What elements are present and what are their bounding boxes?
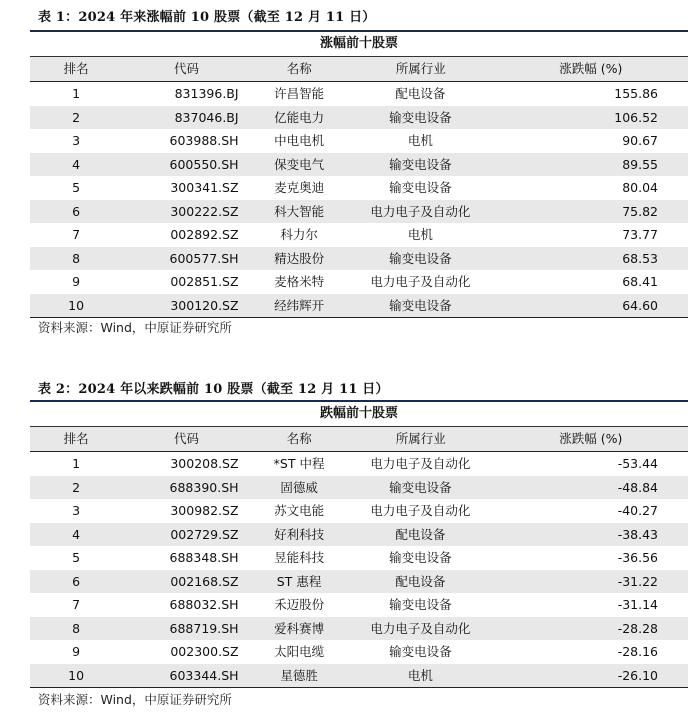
cell-rank: 1 <box>72 86 81 101</box>
cell-name: 中电电机 <box>274 133 325 148</box>
cell-change: -40.27 <box>617 503 658 518</box>
cell-name: 固德威 <box>280 479 318 495</box>
cell-change: 90.67 <box>622 133 658 148</box>
table2-header <box>30 427 688 452</box>
cell-rank: 2 <box>72 109 81 125</box>
header-industry: 所属行业 <box>395 61 446 76</box>
cell-code: 300120.SZ <box>170 297 239 313</box>
cell-rank: 4 <box>72 156 81 172</box>
cell-code: 002892.SZ <box>170 227 239 242</box>
cell-name: 苏文电能 <box>274 503 325 518</box>
cell-industry: 输变电设备 <box>389 597 452 612</box>
cell-rank: 6 <box>72 203 81 219</box>
cell-code: 831396.BJ <box>174 86 239 101</box>
table1-source: 资料来源：Wind，中原证券研究所 <box>38 320 232 335</box>
header-change: 涨跌幅 (%) <box>559 431 623 446</box>
cell-change: -53.44 <box>617 456 658 471</box>
table2-banner: 跌幅前十股票 <box>30 400 688 427</box>
cell-industry: 电力电子及自动化 <box>370 456 471 471</box>
cell-change: 89.55 <box>622 156 658 172</box>
cell-code: 837046.BJ <box>174 109 239 125</box>
cell-change: 155.86 <box>614 86 658 101</box>
table-row <box>30 247 688 271</box>
cell-code: 300341.SZ <box>170 180 239 195</box>
cell-name: 禾迈股份 <box>274 597 325 612</box>
cell-code: 300208.SZ <box>170 456 239 471</box>
cell-change: -28.16 <box>617 644 658 659</box>
cell-name: 经纬辉开 <box>274 297 325 313</box>
cell-change: -28.28 <box>617 620 658 636</box>
header-rank: 排名 <box>63 61 89 76</box>
cell-industry: 输变电设备 <box>389 479 452 495</box>
cell-name: 麦格米特 <box>274 274 325 289</box>
table-row <box>30 106 688 130</box>
cell-change: 75.82 <box>622 203 658 219</box>
cell-code: 688032.SH <box>169 597 239 612</box>
cell-name: 爱科赛博 <box>274 620 325 636</box>
cell-industry: 电力电子及自动化 <box>370 503 471 518</box>
cell-change: -38.43 <box>617 526 658 542</box>
cell-code: 002168.SZ <box>170 573 239 589</box>
cell-industry: 配电设备 <box>395 526 446 542</box>
cell-rank: 3 <box>72 133 81 148</box>
cell-rank: 10 <box>68 297 85 313</box>
header-name: 名称 <box>286 61 312 76</box>
cell-name: 太阳电缆 <box>274 644 325 659</box>
cell-rank: 5 <box>72 550 81 565</box>
cell-change: -26.10 <box>617 667 658 683</box>
table-row <box>30 452 688 476</box>
table-row <box>30 176 688 200</box>
cell-change: -31.14 <box>617 597 658 612</box>
table-row <box>30 129 688 153</box>
table2-body <box>30 452 688 688</box>
cell-code: 688390.SH <box>169 479 239 495</box>
cell-name: 科力尔 <box>280 227 318 242</box>
header-code: 代码 <box>173 431 199 446</box>
table1 <box>30 30 688 318</box>
cell-rank: 1 <box>72 456 81 471</box>
cell-change: 73.77 <box>622 227 658 242</box>
cell-change: 106.52 <box>614 109 658 125</box>
header-change: 涨跌幅 (%) <box>559 61 623 76</box>
cell-industry: 电力电子及自动化 <box>370 620 471 636</box>
cell-change: -48.84 <box>617 479 658 495</box>
header-name: 名称 <box>286 431 312 446</box>
cell-industry: 电机 <box>407 667 433 683</box>
table-row <box>30 200 688 224</box>
cell-industry: 输变电设备 <box>389 156 452 172</box>
cell-industry: 电力电子及自动化 <box>370 274 471 289</box>
cell-name: 许昌智能 <box>274 86 325 101</box>
table-row <box>30 223 688 247</box>
cell-rank: 4 <box>72 526 81 542</box>
cell-code: 600577.SH <box>169 250 239 266</box>
table2-caption: 表 2：2024 年以来跌幅前 10 股票（截至 12 月 11 日） <box>38 382 389 397</box>
cell-code: 688348.SH <box>169 550 239 565</box>
table2 <box>30 400 688 688</box>
table-row <box>30 523 688 547</box>
cell-name: ST 惠程 <box>276 573 322 589</box>
table-row <box>30 153 688 177</box>
table-row <box>30 270 688 294</box>
cell-name: 麦克奥迪 <box>274 180 325 195</box>
cell-name: 精达股份 <box>274 250 325 266</box>
cell-rank: 8 <box>72 250 81 266</box>
cell-change: -31.22 <box>617 573 658 589</box>
cell-industry: 电机 <box>407 133 433 148</box>
cell-code: 300222.SZ <box>170 203 239 219</box>
cell-rank: 6 <box>72 573 81 589</box>
table-row <box>30 570 688 594</box>
cell-name: 保变电气 <box>274 156 325 172</box>
cell-rank: 7 <box>72 597 81 612</box>
table-row <box>30 294 688 318</box>
header-rank: 排名 <box>63 431 89 446</box>
table1-caption: 表 1：2024 年来涨幅前 10 股票（截至 12 月 11 日） <box>38 10 376 25</box>
cell-code: 002300.SZ <box>170 644 239 659</box>
cell-industry: 电机 <box>407 227 433 242</box>
cell-code: 002851.SZ <box>170 274 239 289</box>
cell-rank: 9 <box>72 644 81 659</box>
cell-name: 好利科技 <box>274 526 325 542</box>
cell-industry: 输变电设备 <box>389 180 452 195</box>
table-row <box>30 664 688 688</box>
cell-name: 亿能电力 <box>274 109 325 125</box>
cell-change: -36.56 <box>617 550 658 565</box>
cell-name: *ST 中程 <box>273 456 325 471</box>
cell-code: 300982.SZ <box>170 503 239 518</box>
table1-banner: 涨幅前十股票 <box>30 30 688 57</box>
table-row <box>30 476 688 500</box>
cell-code: 603344.SH <box>169 667 239 683</box>
cell-rank: 10 <box>68 667 85 683</box>
cell-industry: 输变电设备 <box>389 297 452 313</box>
cell-industry: 输变电设备 <box>389 644 452 659</box>
cell-change: 68.53 <box>622 250 658 266</box>
cell-code: 002729.SZ <box>170 526 239 542</box>
header-industry: 所属行业 <box>395 431 446 446</box>
cell-industry: 输变电设备 <box>389 550 452 565</box>
cell-industry: 输变电设备 <box>389 109 452 125</box>
cell-name: 星德胜 <box>280 667 318 683</box>
table-row <box>30 617 688 641</box>
cell-rank: 2 <box>72 479 81 495</box>
cell-name: 昱能科技 <box>274 550 325 565</box>
cell-rank: 5 <box>72 180 81 195</box>
table-row <box>30 82 688 106</box>
cell-code: 688719.SH <box>169 620 239 636</box>
table-row <box>30 546 688 570</box>
cell-industry: 配电设备 <box>395 86 446 101</box>
cell-rank: 3 <box>72 503 81 518</box>
cell-change: 68.41 <box>622 274 658 289</box>
table-row <box>30 499 688 523</box>
cell-change: 64.60 <box>622 297 658 313</box>
cell-rank: 7 <box>72 227 81 242</box>
cell-code: 603988.SH <box>169 133 239 148</box>
cell-change: 80.04 <box>622 180 658 195</box>
table2-source: 资料来源：Wind，中原证券研究所 <box>38 692 232 707</box>
cell-rank: 9 <box>72 274 81 289</box>
cell-name: 科大智能 <box>274 203 325 219</box>
table1-header <box>30 57 688 82</box>
table1-body <box>30 82 688 318</box>
cell-industry: 输变电设备 <box>389 250 452 266</box>
cell-industry: 电力电子及自动化 <box>370 203 471 219</box>
table-row <box>30 593 688 617</box>
cell-rank: 8 <box>72 620 81 636</box>
header-code: 代码 <box>173 61 199 76</box>
table-row <box>30 640 688 664</box>
cell-code: 600550.SH <box>169 156 239 172</box>
cell-industry: 配电设备 <box>395 573 446 589</box>
